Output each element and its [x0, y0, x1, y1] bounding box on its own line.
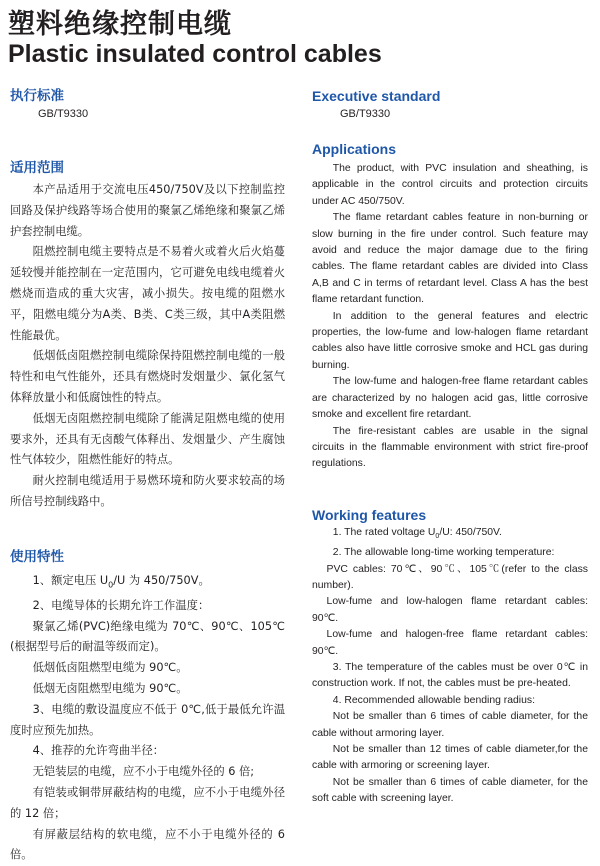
feature-item: 有屏蔽层结构的软电缆，应不小于电缆外径的 6 倍。	[10, 827, 285, 862]
features-heading-cn: 使用特性	[10, 548, 64, 565]
applications-paragraph: The product, with PVC insulation and sheathing, is applicable in the control circuits and protection circuits under AC 450/750V.	[312, 163, 588, 207]
scope-heading-cn: 适用范围	[10, 160, 64, 176]
scope-paragraph: 阻燃控制电缆主要特点是不易着火或着火后火焰蔓延较慢并能控制在一定范围内，它可避免电线电缆着火燃烧而造成的重大灾害，减小损失。按电缆的阻燃水平，阻燃电缆分为A类、B类、C类三级，其中A类阻燃性能最优。	[10, 245, 285, 342]
standard-value-cn: GB/T9330	[38, 108, 89, 120]
scope-paragraph: 低烟低卤阻燃控制电缆除保持阻燃控制电缆的一般特性和电气性能外，还具有燃烧时发烟量少、氯化氢气体释放量小和低腐蚀性的特点。	[10, 349, 285, 404]
feature-item: 聚氯乙烯(PVC)绝缘电缆为 70℃、90℃、105℃(根据型号后的耐温等级而定)。	[10, 619, 285, 654]
working-feature-item: 4. Recommended allowable bending radius:	[332, 694, 535, 706]
scope-paragraph: 本产品适用于交流电压450/750V及以下控制监控回路及保护线路等场合使用的聚氯乙烯绝缘和聚氯乙烯护套控制电缆。	[10, 183, 285, 238]
page-title-cn: 塑料绝缘控制电缆	[8, 9, 232, 40]
feature-item: 4、推荐的允许弯曲半径：	[32, 744, 165, 758]
applications-paragraph: The fire-resistant cables are usable in the signal circuits in the flammable environment with strict fire-proof regulations.	[312, 425, 588, 470]
standard-heading-cn: 执行标准	[10, 88, 64, 104]
applications-paragraph: The low-fume and halogen-free flame retardant cables are characterized by no halogen acid gas, little corrosive smoke and excellent fire retardant.	[312, 376, 588, 421]
feature-item: 有铠装或铜带屏蔽结构的电缆，应不小于电缆外径的 12 倍；	[10, 785, 285, 820]
working-feature-item: Low-fume and low-halogen flame retardant cables: 90℃.	[312, 596, 588, 624]
applications-heading: Applications	[312, 141, 397, 157]
feature-item: 低烟低卤阻燃型电缆为 90℃。	[32, 661, 188, 675]
working-feature-item: Not be smaller than 6 times of cable diameter, for the cable without armoring layer.	[312, 711, 588, 739]
english-column	[312, 86, 588, 808]
feature-item: 无铠装层的电缆，应不小于电缆外径的 6 倍;	[32, 765, 255, 779]
feature-item: 低烟无卤阻燃型电缆为 90℃。	[32, 681, 188, 695]
working-feature-item: 1. The rated voltage $U_0/U$: 450/750V.	[332, 526, 502, 540]
working-feature-item: Not be smaller than 6 times of cable diameter, for the soft cable with screening layer.	[312, 776, 588, 805]
scope-paragraph: 耐火控制电缆适用于易燃环境和防火要求较高的场所信号控制线路中。	[10, 474, 285, 508]
chinese-column	[10, 86, 285, 866]
applications-paragraph: The flame retardant cables feature in non-burning or slow burning in the fire under control. Such feature may avoid and reduce the major damage due to the firing cables. The flame retardant cables are divided into Class A,B and C in terms of retardant level. Class A has the best flame retardant function.	[312, 212, 588, 306]
feature-item: 1、额定电压 $U_0/U$ 为 450/750V。	[32, 573, 210, 589]
working-feature-item: 3. The temperature of the cables must be over 0℃ in construction work. If not, the cables must be pre-heated.	[312, 662, 588, 690]
feature-item: 3、电缆的敷设温度应不低于 0℃,低于最低允许温度时应预先加热。	[10, 702, 285, 737]
scope-paragraph: 低烟无卤阻燃控制电缆除了能满足阻燃电缆的使用要求外，还具有无卤酸气体释出、发烟量少、产生腐蚀性气体较少，阻燃性能好的特点。	[10, 411, 285, 467]
working-feature-item: Not be smaller than 12 times of cable diameter,for the cable with armoring or screening layer.	[312, 744, 588, 772]
page-title-en: Plastic insulated control cables	[8, 40, 382, 68]
standard-heading-en: Executive standard	[312, 88, 441, 104]
working-feature-item: Low-fume and halogen-free flame retardant cables: 90℃.	[312, 629, 588, 657]
working-feature-item: PVC cables: 70℃、90℃、105℃(refer to the class number).	[312, 563, 588, 592]
standard-value-en: GB/T9330	[340, 108, 391, 120]
applications-paragraph: In addition to the general features and electric properties, the low-fume and low-halogen flame retardant cables also have little corrosive smoke and HCL gas during burning.	[312, 310, 588, 371]
working-features-heading: Working features	[312, 506, 427, 523]
feature-item: 2、电缆导体的长期允许工作温度：	[32, 598, 210, 612]
working-feature-item: 2. The allowable long-time working temperature:	[332, 547, 555, 559]
